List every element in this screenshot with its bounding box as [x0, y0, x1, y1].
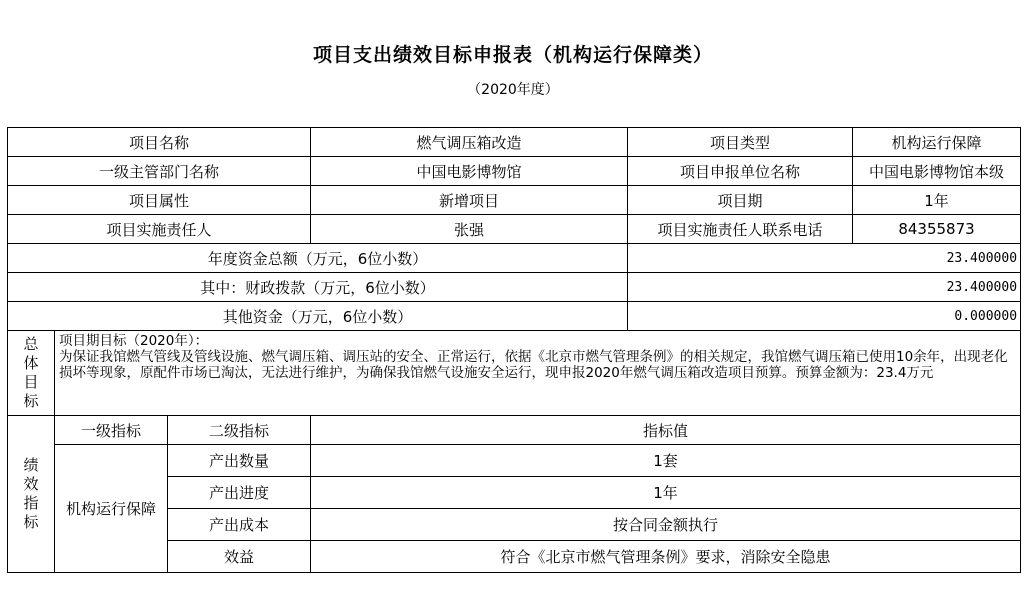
attr-value: 新增项目 — [311, 186, 628, 215]
project-name-value: 燃气调压箱改造 — [311, 128, 628, 157]
goal-text-cell — [55, 331, 1021, 416]
dept-label: 一级主管部门名称 — [8, 157, 311, 186]
indicators-side-label: 绩 效 指 标 — [8, 416, 55, 573]
indicator-value: 按合同金额执行 — [311, 509, 1021, 541]
indicator-value: 1套 — [311, 445, 1021, 477]
indicator-value: 符合《北京市燃气管理条例》要求，消除安全隐患 — [311, 541, 1021, 573]
unit-value: 中国电影博物馆本级 — [853, 157, 1021, 186]
table-row — [8, 445, 1021, 477]
goal-description: 为保证我馆燃气管线及管线设施、燃气调压箱、调压站的安全、正常运行，依据《北京市燃气管理条例》的相关规定，我馆燃气调压箱已使用10余年，出现老化损坏等现象，原配件市场已淘汰，无法进行维护，为确保我馆燃气设施安全运行，现申报2020年燃气调压箱改造项目预算。预算金额为：23.4万元 — [59, 349, 1008, 381]
owner-value: 张强 — [311, 215, 628, 244]
phone-label: 项目实施责任人联系电话 — [628, 215, 853, 244]
table-row — [8, 302, 1021, 331]
level1-value: 机构运行保障 — [55, 445, 168, 573]
table-row — [8, 331, 1021, 416]
page-subtitle-year: （2020年度） — [467, 82, 559, 98]
funds-other-label: 其他资金（万元，6位小数） — [8, 302, 628, 331]
indicator-name: 效益 — [168, 541, 311, 573]
unit-label: 项目申报单位名称 — [628, 157, 853, 186]
project-name-label: 项目名称 — [8, 128, 311, 157]
report-table — [7, 127, 1021, 573]
col-value-header: 指标值 — [311, 416, 1021, 445]
table-row — [8, 215, 1021, 244]
table-row — [8, 273, 1021, 302]
col-level2-header: 二级指标 — [168, 416, 311, 445]
table-row — [8, 416, 1021, 445]
table-row — [8, 186, 1021, 215]
owner-label: 项目实施责任人 — [8, 215, 311, 244]
dept-value: 中国电影博物馆 — [311, 157, 628, 186]
funds-other-value: 0.000000 — [628, 302, 1021, 331]
indicator-value: 1年 — [311, 477, 1021, 509]
indicator-name: 产出成本 — [168, 509, 311, 541]
table-row — [8, 128, 1021, 157]
funds-fiscal-label: 其中：财政拨款（万元，6位小数） — [8, 273, 628, 302]
indicator-name: 产出数量 — [168, 445, 311, 477]
indicator-name: 产出进度 — [168, 477, 311, 509]
attr-label: 项目属性 — [8, 186, 311, 215]
table-row — [8, 157, 1021, 186]
goal-side-label: 总 体 目 标 — [8, 331, 55, 416]
table-row — [8, 244, 1021, 273]
funds-total-label: 年度资金总额（万元，6位小数） — [8, 244, 628, 273]
period-label: 项目期 — [628, 186, 853, 215]
page-title: 项目支出绩效目标申报表（机构运行保障类） — [312, 44, 713, 66]
funds-total-value: 23.400000 — [628, 244, 1021, 273]
funds-fiscal-value: 23.400000 — [628, 273, 1021, 302]
goal-heading: 项目期目标（2020年）： — [59, 333, 209, 349]
phone-value: 84355873 — [853, 215, 1021, 244]
period-value: 1年 — [853, 186, 1021, 215]
project-type-value: 机构运行保障 — [853, 128, 1021, 157]
col-level1-header: 一级指标 — [55, 416, 168, 445]
project-type-label: 项目类型 — [628, 128, 853, 157]
